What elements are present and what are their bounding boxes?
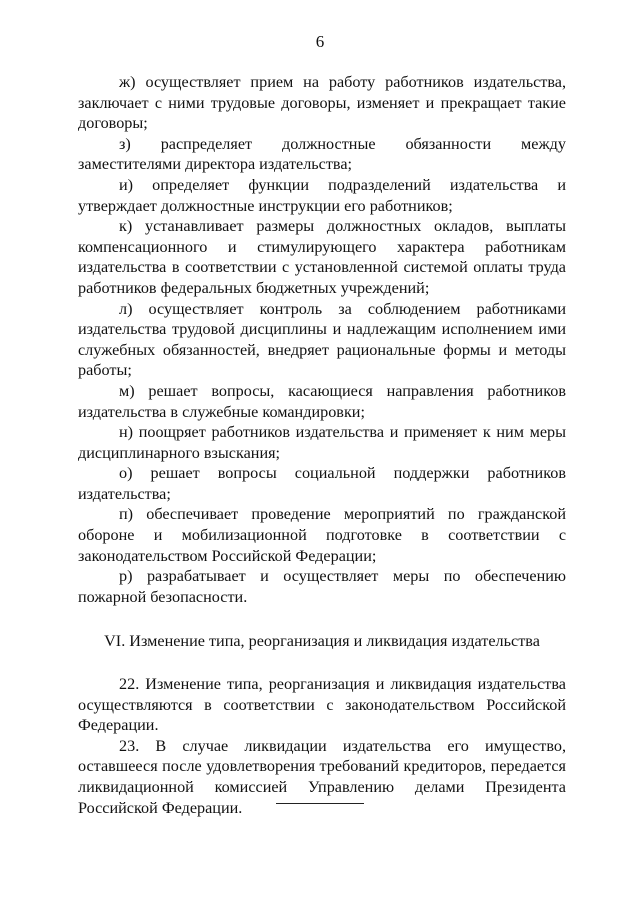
list-item-zh: ж) осуществляет прием на работу работников издательства, заключает с ними трудовые договоры, изменяет и прекращает такие договоры; <box>78 73 566 133</box>
paragraph-22: 22. Изменение типа, реорганизация и ликвидация издательства осуществляются в соответствии с законодательством Российской Федерации. <box>78 675 566 735</box>
list-item-z: з) распределяет должностные обязанности между заместителями директора издательства; <box>78 134 566 174</box>
list-item-k: к) устанавливает размеры должностных окладов, выплаты компенсационного и стимулирующего характера работникам издательства в соответствии с установленной системой оплаты труда работников федеральных бюджетных учреждений; <box>78 217 566 297</box>
section-paragraphs <box>78 674 566 818</box>
list-item-o: о) решает вопросы социальной поддержки работников издательства; <box>78 464 566 503</box>
list-item-r: р) разрабатывает и осуществляет меры по обеспечению пожарной безопасности. <box>78 567 566 606</box>
end-divider <box>276 803 364 804</box>
list-item-i: и) определяет функции подразделений издательства и утверждает должностные инструкции его работников; <box>78 175 566 215</box>
duties-list <box>78 72 566 607</box>
page-number: 6 <box>315 32 325 51</box>
section-heading: VI. Изменение типа, реорганизация и ликвидация издательства <box>104 632 540 651</box>
document-body <box>78 72 566 818</box>
list-item-p: п) обеспечивает проведение мероприятий по гражданской обороне и мобилизационной подготовке в соответствии с законодательством Российской Федерации; <box>78 505 566 565</box>
list-item-n: н) поощряет работников издательства и применяет к ним меры дисциплинарного взыскания; <box>78 423 566 462</box>
list-item-m: м) решает вопросы, касающиеся направления работников издательства в служебные командировки; <box>78 381 566 421</box>
list-item-l: л) осуществляет контроль за соблюдением работниками издательства трудовой дисциплины и надлежащим исполнением ими служебных обязанностей, внедряет рациональные формы и методы работы; <box>78 299 566 380</box>
paragraph-23: 23. В случае ликвидации издательства его имущество, оставшееся после удовлетворения требований кредиторов, передается ликвидационной комиссией Управлению делами Президента Российской Федерации. <box>78 736 566 817</box>
